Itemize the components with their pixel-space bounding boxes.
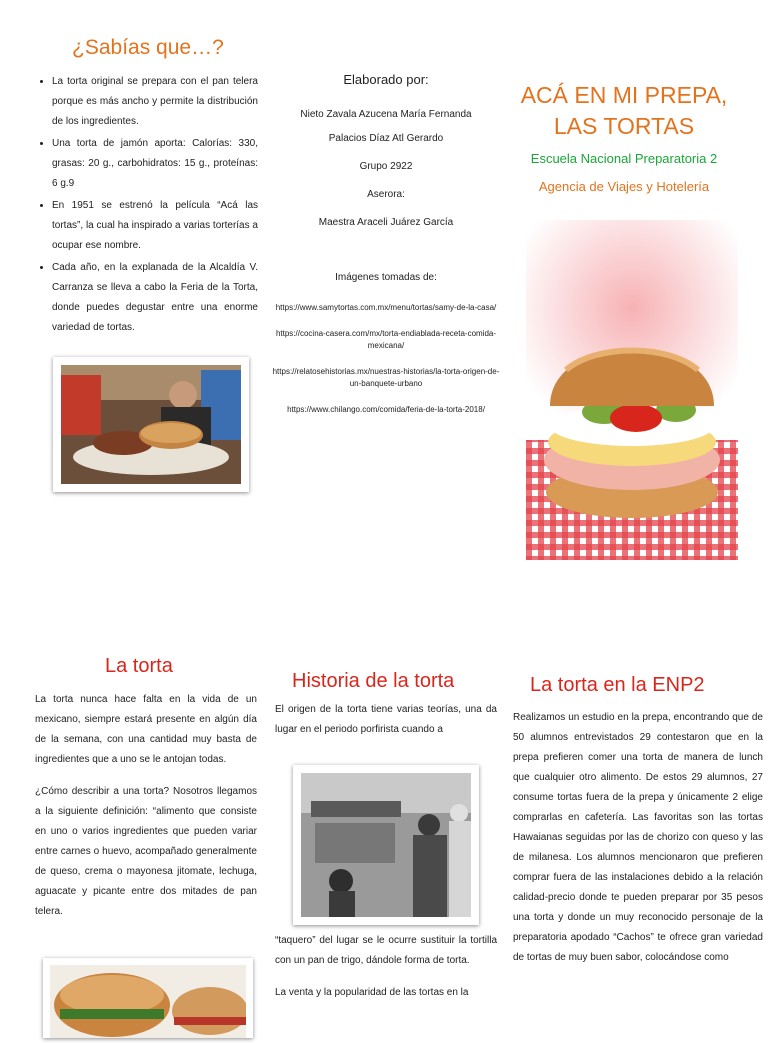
historia-photo-image: [301, 773, 471, 917]
reference-link[interactable]: https://relatosehistorias.mx/nuestras-historias/la-torta-origen-de-un-banquete-urbano: [272, 367, 500, 388]
la-torta-body: [35, 690, 257, 934]
reference-link[interactable]: https://www.samytortas.com.mx/menu/tortas/samy-de-la-casa/: [275, 303, 497, 312]
area-name: Agencia de Viajes y Hotelería: [538, 179, 710, 194]
enp2-heading: La torta en la ENP2: [530, 674, 705, 696]
fact-item: • Cada año, en la explanada de la Alcaldía V. Carranza se lleva a cabo la Feria de la Torta, donde puedes degustar entre una enorme variedad de tortas.: [52, 258, 258, 338]
historia-heading: Historia de la torta: [292, 670, 455, 692]
la-torta-heading: La torta: [105, 655, 173, 677]
feria-photo: [53, 357, 249, 492]
historia-body-bottom: [275, 931, 497, 1015]
cover-title-line: ACÁ EN MI PREPA,: [520, 82, 728, 108]
sabias-que-heading: ¿Sabías que…?: [72, 36, 224, 59]
reference-link[interactable]: https://cocina-casera.com/mx/torta-endiablada-receta-comida-mexicana/: [275, 329, 497, 350]
credits-block: [272, 72, 500, 299]
fact-item: • En 1951 se estrenó la película “Acá las tortas”, la cual ha inspirado a varias torterías a ocupar ese nombre.: [52, 196, 258, 256]
paragraph: El origen de la torta tiene varias teorías, una da lugar en el periodo porfirista cuando a: [275, 704, 497, 735]
elaborado-label: Elaborado por:: [343, 72, 429, 87]
paragraph: ¿Cómo describir a una torta? Nosotros llegamos a la siguiente definición: “alimento que consiste en uno o varios ingredientes que pueden variar entre carnes o huevo, acompañado generalmente de queso, crema o mayonesa jitomate, lechuga, aguacate y picante entre dos mitades de pan telera.: [35, 786, 257, 917]
cover-title: [508, 80, 740, 142]
facts-list: [30, 72, 258, 340]
historia-body-top: [275, 700, 497, 752]
images-source-label: Imágenes tomadas de:: [335, 272, 437, 283]
author-name: Palacios Díaz Atl Gerardo: [328, 133, 444, 144]
fact-item: • Una torta de jamón aporta: Calorías: 330, grasas: 20 g., carbohidratos: 15 g., proteínas: 6 g.9: [52, 134, 258, 194]
group-label: Grupo 2922: [359, 161, 413, 172]
paragraph: La venta y la popularidad de las tortas en la: [275, 987, 469, 998]
torta-photo-image: [50, 965, 246, 1038]
reference-link[interactable]: https://www.chilango.com/comida/feria-de-la-torta-2018/: [287, 405, 485, 414]
cover-title-line: LAS TORTAS: [553, 113, 695, 139]
torta-photo: [43, 958, 253, 1038]
fact-item: • La torta original se prepara con el pan telera porque es más ancho y permite la distribución de los ingredientes.: [52, 72, 258, 132]
advisor-label: Aserora:: [367, 189, 405, 200]
historia-photo: [293, 765, 479, 925]
author-name: Nieto Zavala Azucena María Fernanda: [300, 109, 472, 120]
reference-list: [272, 302, 500, 430]
torta-cover-image: [526, 220, 738, 560]
torta-illustration: [526, 220, 738, 560]
advisor-name: Maestra Araceli Juárez García: [318, 217, 454, 228]
paragraph: “taquero” del lugar se le ocurre sustituir la tortilla con un pan de trigo, dándole forma de torta.: [275, 935, 497, 966]
paragraph: La torta nunca hace falta en la vida de un mexicano, siempre estará presente en algún día de la semana, con una cantidad muy basta de ingredientes que a uno se le antojan todas.: [35, 694, 257, 765]
feria-photo-image: [61, 365, 241, 484]
enp2-body: [513, 708, 763, 980]
school-name: Escuela Nacional Preparatoria 2: [530, 151, 718, 166]
paragraph: Realizamos un estudio en la prepa, encontrando que de 50 alumnos entrevistados 29 contestaron que en la prepa prefieren comer una torta de manera de lunch que cualquier otro alimento. De estos 29 alumnos, 27 consume tortas fuera de la prepa y únicamente 2 elige comprarlas en cafetería. Las favoritas son las tortas Hawaianas seguidas por las de chorizo con queso y las de milanesa. Los alumnos mencionaron que prefieren comprar fuera de las instalaciones debido a la relación calidad-precio donde te pueden preparar por 35 pesos una torta y donde un muy reconocido personaje de la preparatoria apodado “Cachos” te ofrece gran variedad de tortas de muy buen sabor, colocándose como: [513, 712, 763, 963]
